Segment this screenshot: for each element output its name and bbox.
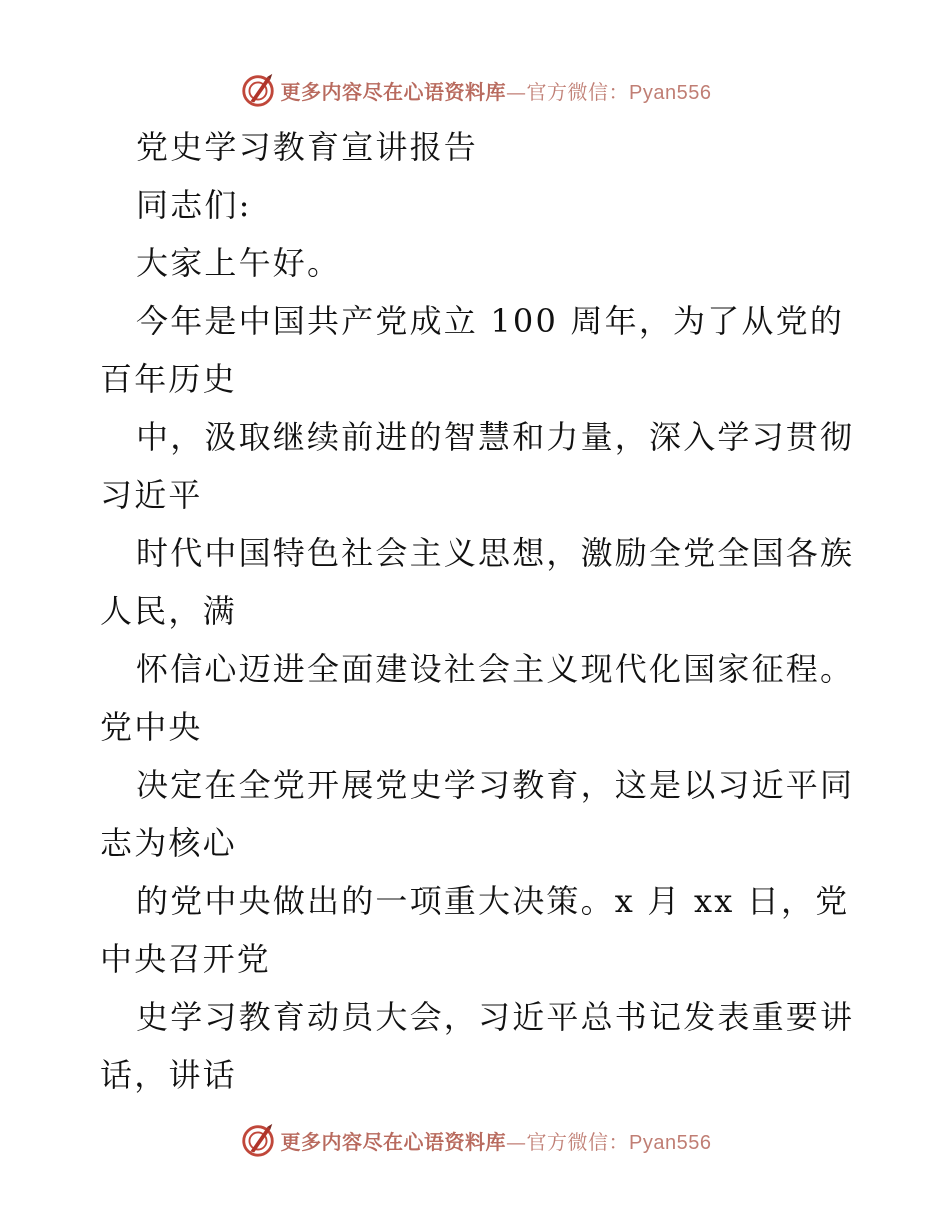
watermark-text: [281, 76, 712, 105]
text-line: 人民，满: [100, 592, 237, 630]
text-line: 时代中国特色社会主义思想，激励全党全国各族: [136, 534, 855, 572]
quill-logo-icon: [239, 1121, 277, 1159]
watermark-group: [239, 1121, 712, 1159]
footer-watermark: [0, 1120, 950, 1160]
text-line: 话，讲话: [100, 1056, 237, 1094]
watermark-handle: Pyan556: [629, 1131, 712, 1154]
text-line: 怀信心迈进全面建设社会主义现代化国家征程。: [136, 650, 855, 688]
text-line: 习近平: [100, 476, 203, 514]
text-line: 党中央: [100, 708, 203, 746]
watermark-brand: 更多内容尽在心语资料库: [280, 1129, 507, 1154]
watermark-label: 官方微信：: [526, 1129, 630, 1154]
watermark-handle: Pyan556: [629, 81, 712, 104]
document-body: [100, 118, 860, 1104]
greeting: 大家上午好。: [136, 244, 342, 282]
watermark-label: 官方微信：: [526, 79, 630, 104]
watermark-text: [281, 1126, 712, 1155]
text-line: 今年是中国共产党成立 100 周年，为了从党的: [136, 302, 845, 340]
watermark-dash: —: [506, 79, 527, 104]
text-line: 志为核心: [100, 824, 237, 862]
quill-logo-icon: [239, 71, 277, 109]
text-line: 中，汲取继续前进的智慧和力量，深入学习贯彻: [136, 418, 855, 456]
document-title: 党史学习教育宣讲报告: [136, 128, 479, 166]
text-line: 的党中央做出的一项重大决策。x 月 xx 日，党: [136, 882, 850, 920]
text-line: 百年历史: [100, 360, 237, 398]
salutation: 同志们:: [136, 186, 252, 224]
watermark-brand: 更多内容尽在心语资料库: [280, 79, 507, 104]
text-line: 史学习教育动员大会，习近平总书记发表重要讲: [136, 998, 855, 1036]
text-line: 决定在全党开展党史学习教育，这是以习近平同: [136, 766, 855, 804]
header-watermark: [0, 70, 950, 110]
watermark-group: [239, 71, 712, 109]
text-line: 中央召开党: [100, 940, 272, 978]
watermark-dash: —: [506, 1129, 527, 1154]
